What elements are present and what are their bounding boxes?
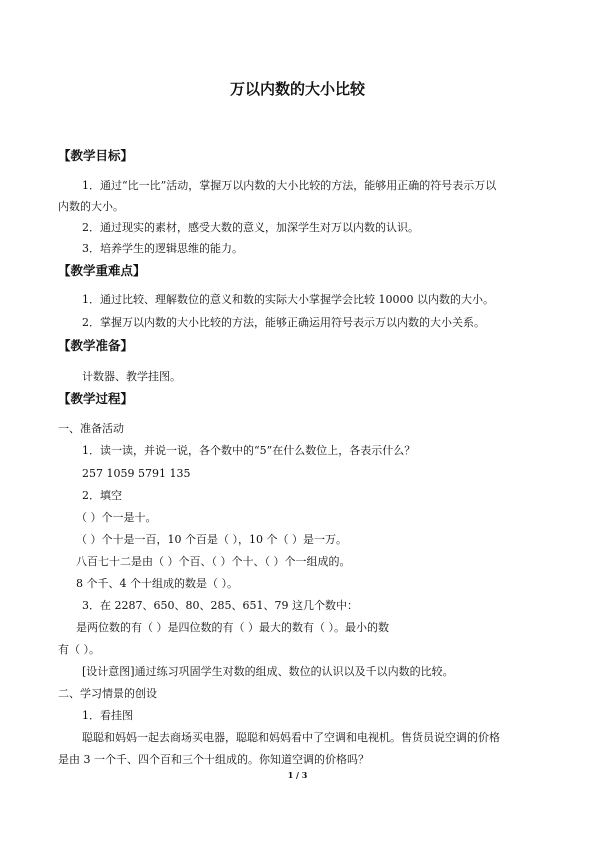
goal-line: 2．通过现实的素材，感受大数的意义，加深学生对万以内数的认识。: [82, 221, 419, 234]
preparation-line: 计数器、教学挂图。: [82, 370, 181, 383]
process-line: 257 1059 5791 135: [82, 467, 191, 480]
goal-line: 内数的大小。: [58, 200, 124, 213]
process-line: 1．读一读，并说一说，各个数中的“5”在什么数位上，各表示什么？: [82, 444, 416, 457]
process-line: 8 个千、4 个十组成的数是（ ）。: [76, 577, 238, 590]
process-line: 2．填空: [82, 489, 122, 502]
process-line: 聪聪和妈妈一起去商场买电器，聪聪和妈妈看中了空调和电视机。售货员说空调的价格: [82, 731, 500, 744]
page-number: 1 / 3: [287, 770, 308, 780]
process-line: 3．在 2287、650、80、285、651、79 这几个数中：: [82, 599, 358, 612]
process-line: 1．看挂图: [82, 709, 133, 722]
process-line: （ ）个一是十。: [76, 511, 157, 524]
document-title: 万以内数的大小比较: [229, 80, 365, 98]
process-line: 有（ ）。: [58, 643, 100, 656]
process-line: [设计意图]通过练习巩固学生对数的组成、数位的认识以及千以内数的比较。: [82, 665, 454, 678]
process-line: 一、准备活动: [58, 422, 124, 435]
process-line: （ ）个十是一百，10 个百是（ ），10 个（ ）是一万。: [76, 533, 347, 546]
key-point-line: 1．通过比较、理解数位的意义和数的实际大小掌握学会比较 10000 以内数的大小。: [82, 293, 494, 306]
section-heading-goals: 【教学目标】: [58, 148, 134, 163]
section-heading-process: 【教学过程】: [58, 391, 134, 406]
process-line: 二、学习情景的创设: [58, 687, 157, 700]
process-line: 八百七十二是由（ ）个百、（ ）个十、（ ）个一组成的。: [76, 555, 351, 568]
section-heading-key-points: 【教学重难点】: [58, 263, 146, 278]
goal-line: 3．培养学生的逻辑思维的能力。: [82, 242, 243, 255]
goal-line: 1．通过“比一比”活动，掌握万以内数的大小比较的方法，能够用正确的符号表示万以: [82, 179, 497, 192]
key-point-line: 2．掌握万以内数的大小比较的方法，能够正确运用符号表示万以内数的大小关系。: [82, 316, 485, 329]
process-line: 是两位数的有（ ）是四位数的有（ ）最大的数有（ ）。最小的数: [76, 621, 389, 634]
process-line: 是由 3 一个千、四个百和三个十组成的。你知道空调的价格吗？: [58, 753, 369, 766]
section-heading-preparation: 【教学准备】: [58, 338, 134, 353]
